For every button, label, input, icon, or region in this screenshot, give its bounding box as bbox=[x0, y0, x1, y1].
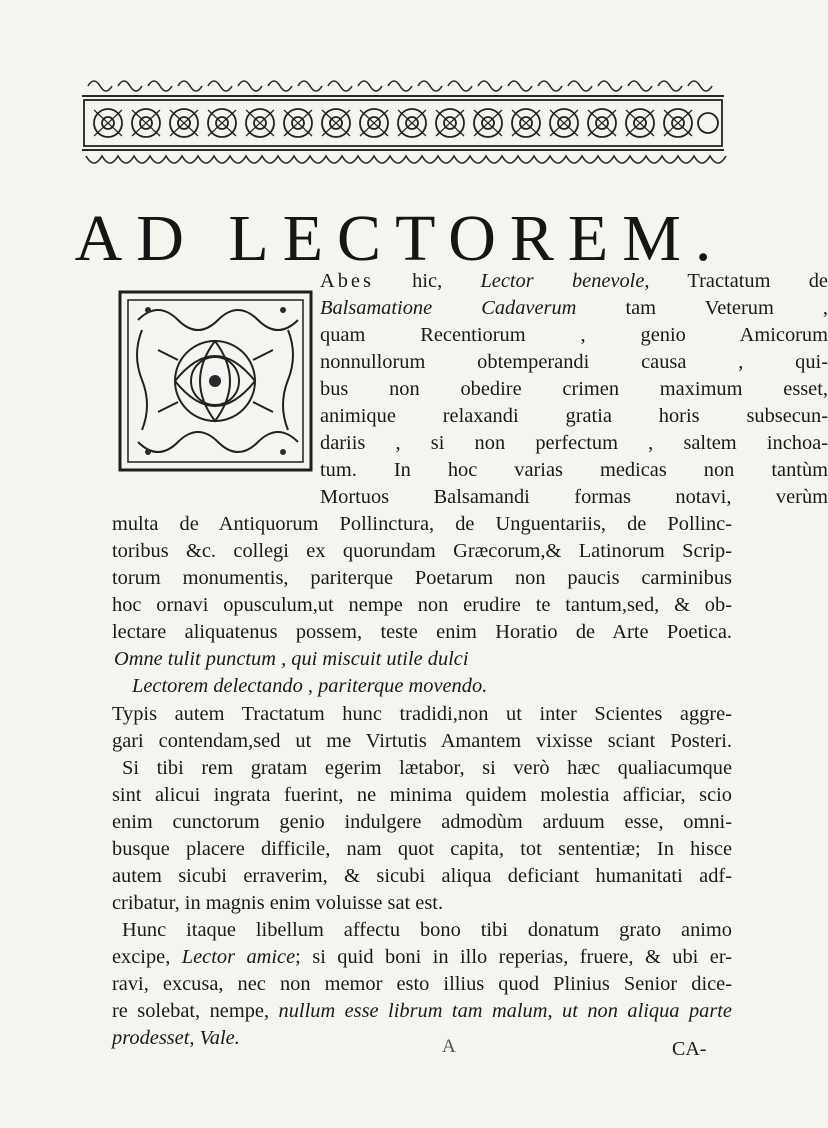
quote-line: Omne tulit punctum , qui miscuit utile dulci bbox=[114, 648, 469, 670]
text-line bbox=[320, 295, 828, 322]
text-span: Balsamatione Cadaverum bbox=[320, 297, 577, 319]
text-line: Typis autem Tractatum hunc tradidi,non ut inter Scientes aggre- bbox=[112, 703, 732, 725]
text-line: bus non obedire crimen maximum esset, bbox=[320, 378, 828, 400]
text-line: hoc ornavi opusculum,ut nempe non erudire te tantum,sed, & ob- bbox=[112, 594, 732, 616]
text-line bbox=[112, 944, 732, 971]
text-span: hic, bbox=[373, 270, 481, 292]
text-line: busque placere difficile, nam quot capita, tot sententiæ; In hisce bbox=[112, 838, 732, 860]
text-line: nonnullorum obtemperandi causa , qui- bbox=[320, 351, 828, 373]
quote-line: Lectorem delectando , pariterque movendo. bbox=[132, 675, 488, 697]
text-line: ravi, excusa, nec non memor esto illius quod Plinius Senior dice- bbox=[112, 973, 732, 995]
text-line: cribatur, in magnis enim voluisse sat est. bbox=[112, 892, 444, 914]
text-line: animique relaxandi gratia horis subsecun- bbox=[320, 405, 828, 427]
text-line: multa de Antiquorum Pollinctura, de Unguentariis, de Pollinc- bbox=[112, 513, 732, 535]
text-span: Abes bbox=[320, 270, 374, 292]
text-line: enim cunctorum genio indulgere admodùm arduum esse, omni- bbox=[112, 811, 732, 833]
signature-mark: A bbox=[442, 1036, 456, 1057]
text-span: tam Veterum , bbox=[576, 297, 828, 319]
text-span: , Tractatum de bbox=[644, 270, 828, 292]
text-line bbox=[112, 998, 732, 1025]
ornament-band-icon bbox=[78, 72, 728, 174]
text-line bbox=[320, 268, 828, 295]
text-line: autem sicubi erraverim, & sicubi aliqua deficiant humanitati adf- bbox=[112, 865, 732, 887]
text-line: torum monumentis, pariterque Poetarum non paucis carminibus bbox=[112, 567, 732, 589]
text-line: prodesset, Vale. bbox=[112, 1027, 240, 1049]
text-line: gari contendam,sed ut me Virtutis Amantem vixisse sciant Posteri. bbox=[112, 730, 732, 752]
decorative-initial-icon bbox=[118, 290, 313, 472]
text-line: tum. In hoc varias medicas non tantùm bbox=[320, 459, 828, 481]
text-line: dariis , si non perfectum , saltem inchoa- bbox=[320, 432, 828, 454]
text-span: re solebat, nempe, bbox=[112, 1000, 279, 1022]
text-span: excipe, bbox=[112, 946, 182, 968]
text-line: Hunc itaque libellum affectu bono tibi donatum grato animo bbox=[122, 919, 732, 941]
text-span: ; si quid boni in illo reperias, fruere, & ubi er- bbox=[295, 946, 732, 968]
catchword: CA- bbox=[672, 1038, 707, 1060]
text-line: toribus &c. collegi ex quorundam Græcorum,& Latinorum Scrip- bbox=[112, 540, 732, 562]
text-span: Lector benevole bbox=[480, 270, 645, 292]
text-line: lectare aliquatenus possem, teste enim Horatio de Arte Poetica. bbox=[112, 621, 732, 643]
text-span: nullum esse librum tam malum, ut non aliqua parte bbox=[278, 1000, 732, 1022]
text-line: Si tibi rem gratam egerim lætabor, si verò hæc qualiacumque bbox=[122, 757, 732, 779]
text-line: Mortuos Balsamandi formas notavi, verùm bbox=[320, 486, 828, 508]
text-span: Lector amice bbox=[181, 946, 296, 968]
text-line: quam Recentiorum , genio Amicorum bbox=[320, 324, 828, 346]
page-title: AD LECTOREM. bbox=[74, 202, 726, 275]
text-line: sint alicui ingrata fuerint, ne minima quidem molestia afficiar, scio bbox=[112, 784, 732, 806]
